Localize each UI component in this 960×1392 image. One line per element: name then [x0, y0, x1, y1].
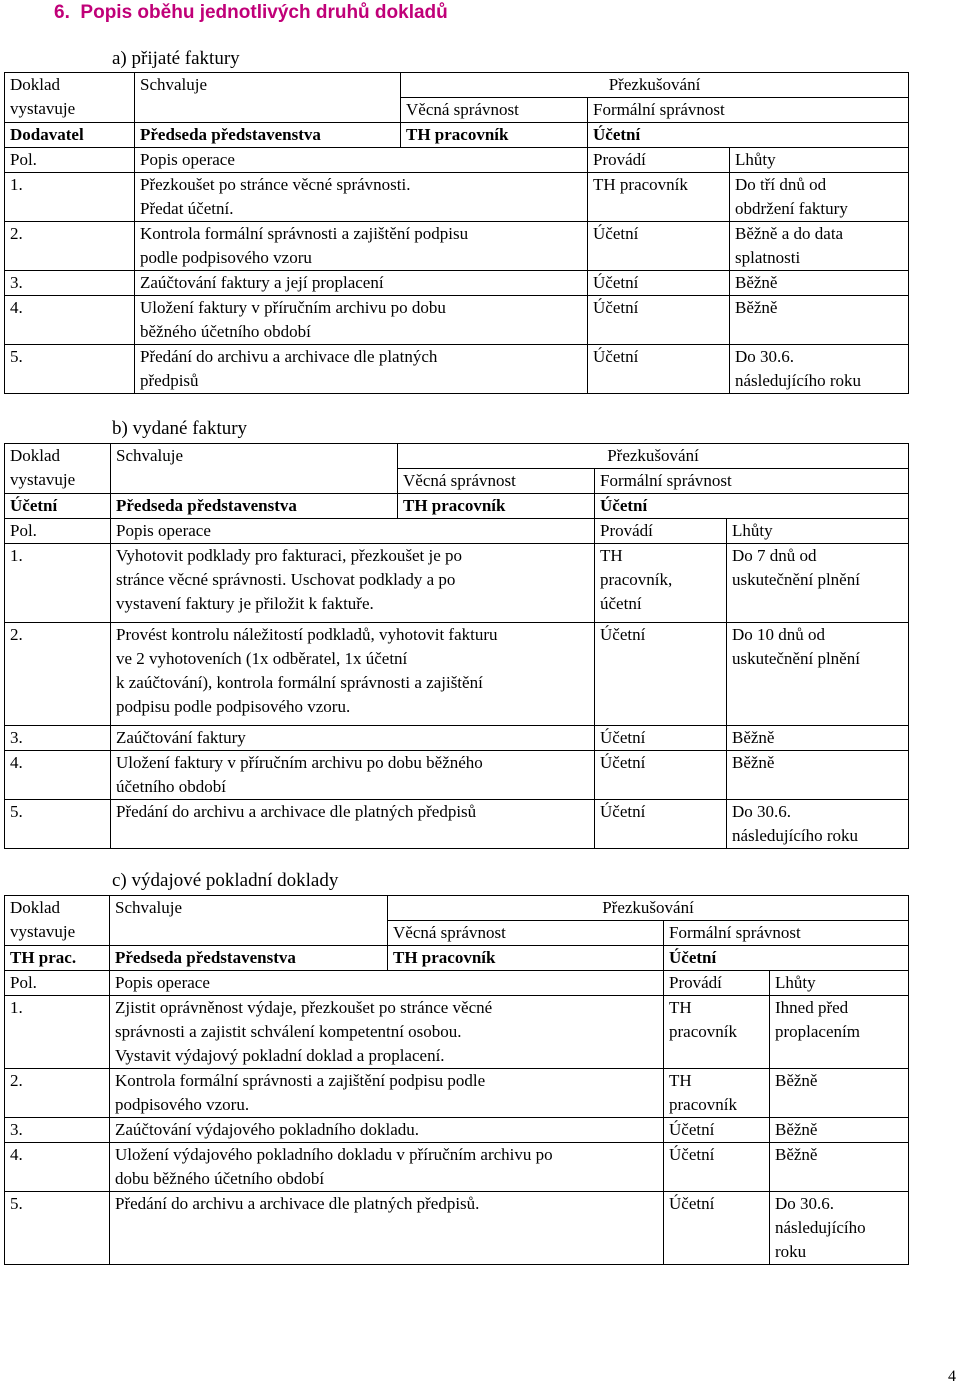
header-prezkusovani: Přezkušování — [398, 444, 909, 469]
header-schvaluje: Schvaluje — [110, 896, 388, 946]
role-formalni: Účetní — [595, 494, 909, 519]
role-vystavuje: TH prac. — [5, 946, 110, 971]
row-provadi: Účetní — [595, 623, 727, 726]
row-lhuty: Běžně — [770, 1069, 909, 1118]
table-row — [5, 173, 909, 222]
col-provadi: Provádí — [664, 971, 770, 996]
col-provadi: Provádí — [588, 148, 730, 173]
row-provadi: Účetní — [595, 751, 727, 800]
row-pol: 5. — [5, 1192, 110, 1265]
row-lhuty: Do tří dnů od obdržení faktury — [730, 173, 909, 222]
role-vystavuje: Dodavatel — [5, 123, 135, 148]
row-popis: Zjistit oprávněnost výdaje, přezkoušet po stránce věcné správnosti a zajistit schválení kompetentní osobou. Vystavit výdajový pokladní doklad a proplacení. — [110, 996, 664, 1069]
col-lhuty: Lhůty — [730, 148, 909, 173]
table-row — [5, 623, 909, 726]
row-lhuty: Do 7 dnů od uskutečnění plnění — [727, 544, 909, 623]
header-vecna-spravnost: Věcná správnost — [401, 98, 588, 123]
row-pol: 2. — [5, 623, 111, 726]
role-vecna: TH pracovník — [388, 946, 664, 971]
row-lhuty: Běžně — [770, 1143, 909, 1192]
row-provadi: TH pracovník — [588, 173, 730, 222]
row-popis: Zaúčtování faktury — [111, 726, 595, 751]
row-popis: Přezkoušet po stránce věcné správnosti. Předat účetní. — [135, 173, 588, 222]
row-pol: 1. — [5, 173, 135, 222]
table-row — [5, 1069, 909, 1118]
row-lhuty: Běžně — [727, 726, 909, 751]
section-heading — [54, 2, 448, 24]
row-pol: 3. — [5, 1118, 110, 1143]
row-provadi: TH pracovník, účetní — [595, 544, 727, 623]
col-lhuty: Lhůty — [727, 519, 909, 544]
row-provadi: Účetní — [588, 271, 730, 296]
table-row — [5, 1192, 909, 1265]
table-row — [5, 996, 909, 1069]
row-provadi: TH pracovník — [664, 996, 770, 1069]
row-provadi: Účetní — [664, 1143, 770, 1192]
table-row — [5, 1118, 909, 1143]
row-pol: 1. — [5, 544, 111, 623]
row-lhuty: Běžně a do data splatnosti — [730, 222, 909, 271]
col-provadi: Provádí — [595, 519, 727, 544]
header-vecna-spravnost: Věcná správnost — [398, 469, 595, 494]
header-doklad: Doklad vystavuje — [5, 73, 135, 123]
heading-title: Popis oběhu jednotlivých druhů dokladů — [80, 2, 448, 23]
header-prezkusovani: Přezkušování — [401, 73, 909, 98]
role-schvaluje: Předseda představenstva — [135, 123, 401, 148]
row-lhuty: Ihned před proplacením — [770, 996, 909, 1069]
table-vydane-faktury — [4, 443, 909, 849]
table-row — [5, 271, 909, 296]
row-popis: Uložení výdajového pokladního dokladu v příručním archivu po dobu běžného účetního období — [110, 1143, 664, 1192]
header-doklad: Doklad vystavuje — [5, 896, 110, 946]
row-lhuty: Běžně — [770, 1118, 909, 1143]
row-pol: 5. — [5, 345, 135, 394]
section-a-subtitle: a) přijaté faktury — [112, 48, 240, 69]
table-row — [5, 1143, 909, 1192]
row-popis: Kontrola formální správnosti a zajištění podpisu podle podpisového vzoru. — [110, 1069, 664, 1118]
row-popis: Kontrola formální správnosti a zajištění podpisu podle podpisového vzoru — [135, 222, 588, 271]
header-formalni-spravnost: Formální správnost — [588, 98, 909, 123]
role-vystavuje: Účetní — [5, 494, 111, 519]
table-prijate-faktury — [4, 72, 909, 394]
role-formalni: Účetní — [588, 123, 909, 148]
role-formalni: Účetní — [664, 946, 909, 971]
role-vecna: TH pracovník — [398, 494, 595, 519]
header-prezkusovani: Přezkušování — [388, 896, 909, 921]
row-pol: 4. — [5, 296, 135, 345]
header-schvaluje: Schvaluje — [111, 444, 398, 494]
row-popis: Uložení faktury v příručním archivu po dobu běžného účetního období — [111, 751, 595, 800]
row-pol: 2. — [5, 222, 135, 271]
row-provadi: Účetní — [664, 1192, 770, 1265]
row-popis: Uložení faktury v příručním archivu po dobu běžného účetního období — [135, 296, 588, 345]
table-row — [5, 222, 909, 271]
table-row — [5, 296, 909, 345]
table-row — [5, 726, 909, 751]
col-pol: Pol. — [5, 971, 110, 996]
table-row — [5, 544, 909, 623]
row-pol: 1. — [5, 996, 110, 1069]
row-provadi: Účetní — [595, 800, 727, 849]
row-popis: Předání do archivu a archivace dle platných předpisů. — [110, 1192, 664, 1265]
header-vecna-spravnost: Věcná správnost — [388, 921, 664, 946]
row-pol: 4. — [5, 751, 111, 800]
row-popis: Předání do archivu a archivace dle platných předpisů — [111, 800, 595, 849]
table-row — [5, 751, 909, 800]
row-provadi: Účetní — [664, 1118, 770, 1143]
row-pol: 2. — [5, 1069, 110, 1118]
row-popis: Zaúčtování faktury a její proplacení — [135, 271, 588, 296]
col-pol: Pol. — [5, 519, 111, 544]
row-provadi: Účetní — [588, 222, 730, 271]
row-lhuty: Do 10 dnů od uskutečnění plnění — [727, 623, 909, 726]
row-popis: Zaúčtování výdajového pokladního dokladu. — [110, 1118, 664, 1143]
section-b-subtitle: b) vydané faktury — [112, 418, 248, 439]
role-vecna: TH pracovník — [401, 123, 588, 148]
row-lhuty: Běžně — [730, 296, 909, 345]
row-lhuty: Běžně — [727, 751, 909, 800]
row-lhuty: Do 30.6. následujícího roku — [770, 1192, 909, 1265]
table-vydajove-pokladni-doklady — [4, 895, 909, 1265]
col-lhuty: Lhůty — [770, 971, 909, 996]
col-popis: Popis operace — [111, 519, 595, 544]
row-popis: Vyhotovit podklady pro fakturaci, přezkoušet je po stránce věcné správnosti. Uschovat podklady a po vystavení faktury je přiložit k faktuře. — [111, 544, 595, 623]
row-popis: Předání do archivu a archivace dle platných předpisů — [135, 345, 588, 394]
row-pol: 3. — [5, 271, 135, 296]
section-c-subtitle: c) výdajové pokladní doklady — [112, 870, 339, 891]
row-lhuty: Do 30.6. následujícího roku — [727, 800, 909, 849]
row-provadi: TH pracovník — [664, 1069, 770, 1118]
header-formalni-spravnost: Formální správnost — [595, 469, 909, 494]
row-provadi: Účetní — [588, 296, 730, 345]
header-schvaluje: Schvaluje — [135, 73, 401, 123]
table-row — [5, 345, 909, 394]
row-lhuty: Do 30.6. následujícího roku — [730, 345, 909, 394]
row-pol: 3. — [5, 726, 111, 751]
col-popis: Popis operace — [135, 148, 588, 173]
row-provadi: Účetní — [595, 726, 727, 751]
header-formalni-spravnost: Formální správnost — [664, 921, 909, 946]
row-pol: 5. — [5, 800, 111, 849]
row-popis: Provést kontrolu náležitostí podkladů, vyhotovit fakturu ve 2 vyhotoveních (1x odběratel, 1x účetní k zaúčtování), kontrola formální správnosti a zajištění podpisu podle podpisového vzoru. — [111, 623, 595, 726]
row-provadi: Účetní — [588, 345, 730, 394]
table-row — [5, 800, 909, 849]
row-pol: 4. — [5, 1143, 110, 1192]
role-schvaluje: Předseda představenstva — [111, 494, 398, 519]
page-number: 4 — [948, 1368, 956, 1385]
col-pol: Pol. — [5, 148, 135, 173]
row-lhuty: Běžně — [730, 271, 909, 296]
header-doklad: Doklad vystavuje — [5, 444, 111, 494]
col-popis: Popis operace — [110, 971, 664, 996]
role-schvaluje: Předseda představenstva — [110, 946, 388, 971]
heading-number: 6. — [54, 2, 70, 23]
